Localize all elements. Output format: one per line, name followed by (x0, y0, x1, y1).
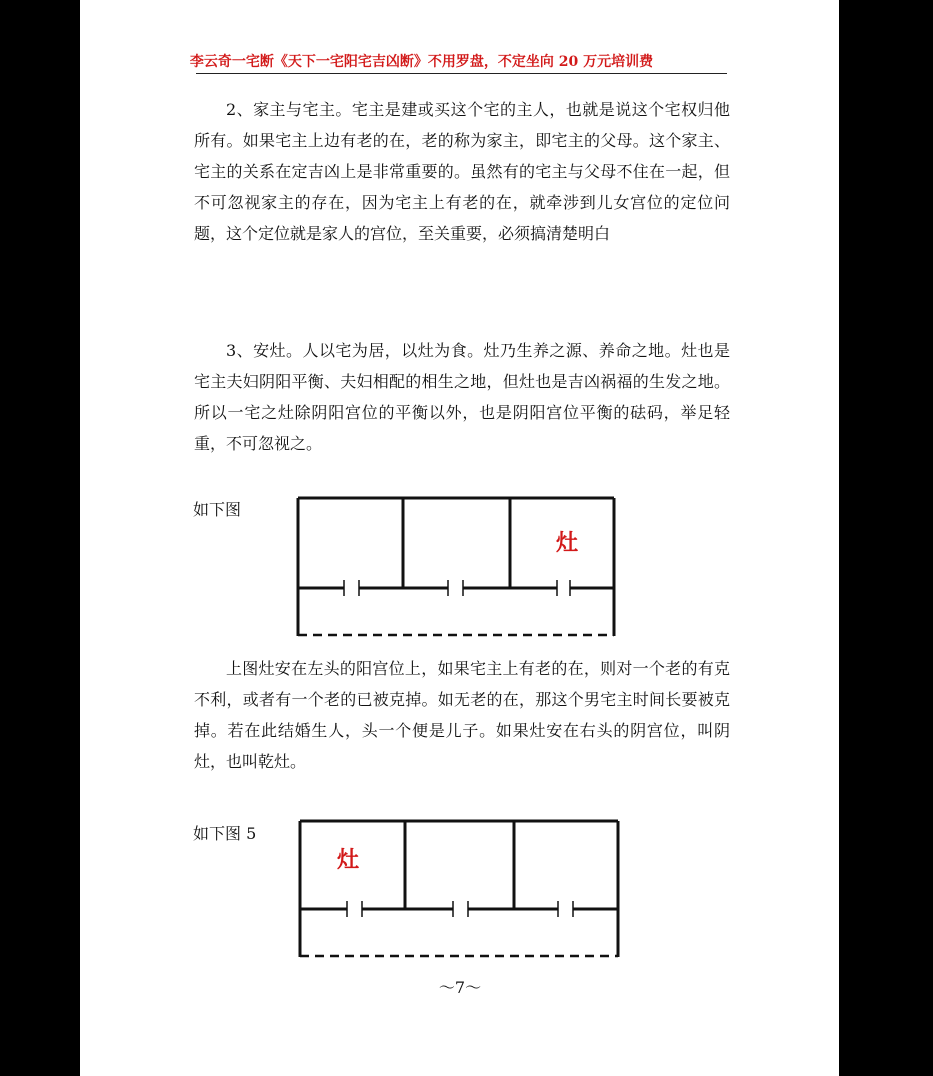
paragraph-household-head: 2、家主与宅主。宅主是建或买这个宅的主人，也就是说这个宅权归他所有。如果宅主上边有老的在，老的称为家主，即宅主的父母。这个家主、宅主的关系在定吉凶上是非常重要的。虽然有的宅主与父母不住在一起，但不可忽视家主的存在，因为宅主上有老的在，就牵涉到儿女宫位的定位问题，这个定位就是家人的宫位，至关重要，必须搞清楚明白 (194, 100, 730, 243)
floor-plan-figure-1 (290, 494, 622, 642)
figure-2-caption: 如下图 5 (193, 824, 257, 843)
header-title: 李云奇一宅断《天下一宅阳宅吉凶断》不用罗盘，不定坐向 20 万元培训费 (189, 54, 654, 70)
stove-label: 灶 (556, 531, 579, 556)
paragraph-stove: 3、安灶。人以宅为居，以灶为食。灶乃生养之源、养命之地。灶也是宅主夫妇阴阳平衡、夫妇相配的相生之地，但灶也是吉凶祸福的生发之地。所以一宅之灶除阴阳宫位的平衡以外，也是阴阳宫位平衡的砝码，举足轻重，不可忽视之。 (194, 341, 730, 453)
header-rule (196, 73, 727, 74)
floor-plan-figure-2 (290, 815, 622, 963)
paragraph-stove-explanation: 上图灶安在左头的阳宫位上，如果宅主上有老的在，则对一个老的有克不利，或者有一个老的已被克掉。如无老的在，那这个男宅主时间长要被克掉。若在此结婚生人，头一个便是儿子。如果灶安在右头的阴宫位，叫阴灶，也叫乾灶。 (194, 659, 730, 771)
stove-label: 灶 (337, 848, 360, 873)
page-number: ～7～ (438, 978, 482, 997)
figure-1-caption: 如下图 (193, 500, 242, 519)
